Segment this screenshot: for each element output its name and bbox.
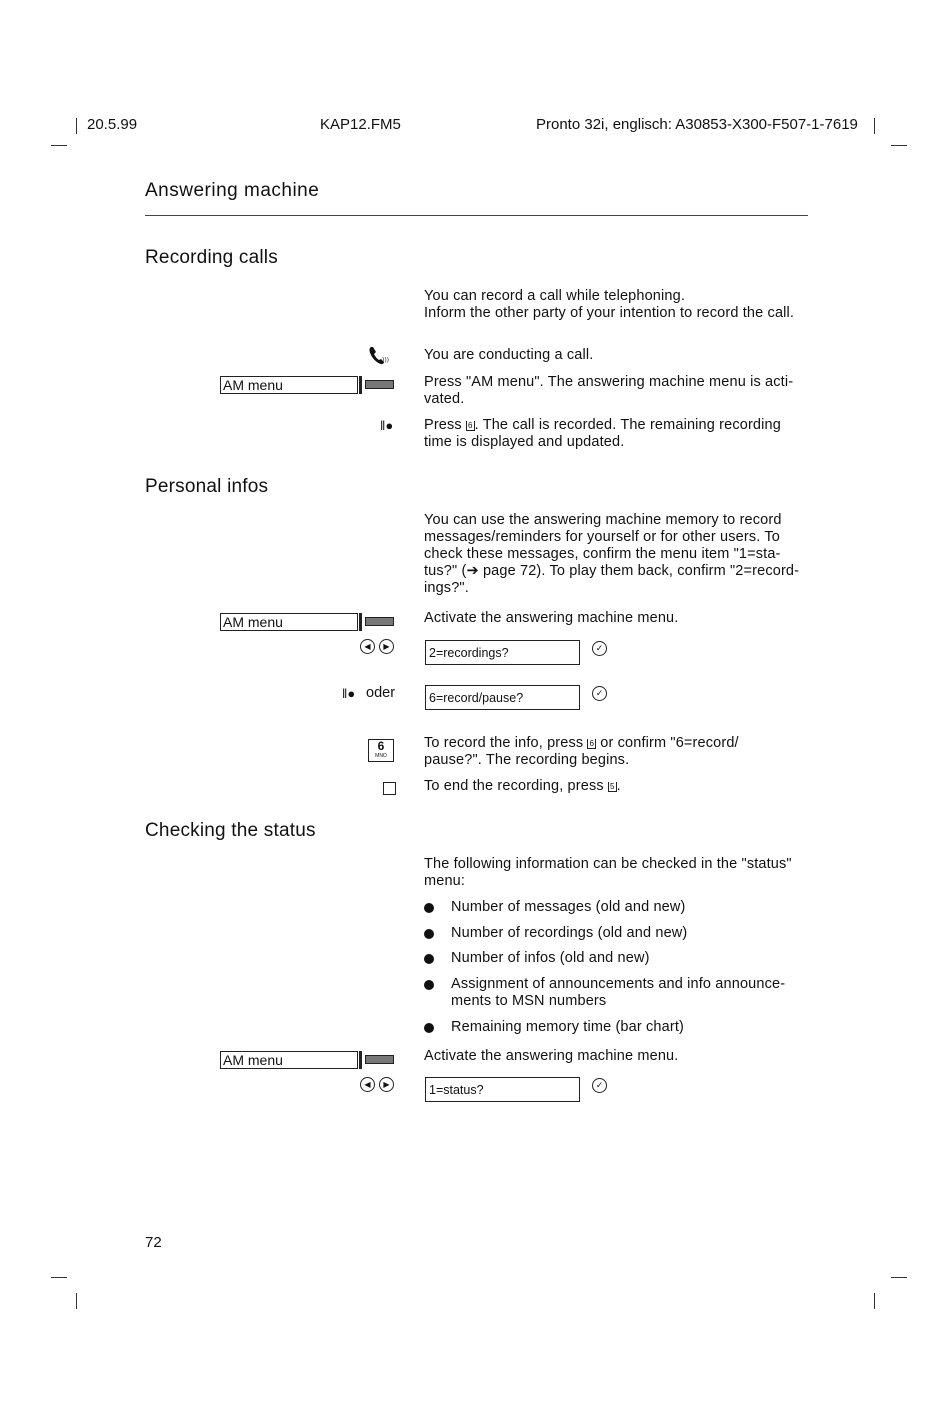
- recording-step-press-am-menu: Press "AM menu". The answering machine menu is acti- vated.: [424, 374, 794, 407]
- activate-am-menu-text: Activate the answering machine menu.: [424, 610, 679, 626]
- phone-handset-icon: [368, 345, 390, 367]
- display-record-pause: 6=record/pause?: [425, 685, 580, 710]
- am-menu-softkey-label[interactable]: AM menu: [220, 1051, 358, 1069]
- ok-confirm-icon[interactable]: ✓: [592, 641, 607, 656]
- bullet-dot: [424, 1023, 434, 1033]
- recording-step-conducting: You are conducting a call.: [424, 347, 594, 363]
- end-recording-text: To end the recording, press 5 .: [424, 778, 621, 794]
- arrow-left-icon[interactable]: ◀: [360, 639, 375, 654]
- bullet-dot: [424, 929, 434, 939]
- record-pause-icon: ‖●: [380, 418, 394, 433]
- am-menu-softkey-label[interactable]: AM menu: [220, 613, 358, 631]
- title-rule: [145, 215, 808, 216]
- stop-square-icon: [383, 782, 396, 795]
- crop-mark: [51, 1277, 67, 1278]
- list-item: Remaining memory time (bar chart): [451, 1019, 684, 1035]
- crop-mark: [874, 1293, 875, 1309]
- crop-mark: [76, 1293, 77, 1309]
- ok-confirm-icon[interactable]: ✓: [592, 1078, 607, 1093]
- bullet-dot: [424, 903, 434, 913]
- svg-text:))): ))): [382, 357, 390, 364]
- list-item: Assignment of announcements and info announce-: [451, 976, 786, 992]
- crop-mark: [76, 118, 77, 134]
- record-pause-icon: ‖●: [342, 686, 356, 701]
- am-menu-softkey-label[interactable]: AM menu: [220, 376, 358, 394]
- header-file: KAP12.FM5: [320, 116, 401, 133]
- page-number: 72: [145, 1234, 162, 1251]
- personal-infos-intro: You can use the answering machine memory to record messages/reminders for yourself or for other users. To check these messages, confirm the menu item "1=sta- tus?" (➔ page 72). To play them back, confirm "2=record- ings?".: [424, 512, 800, 596]
- ok-confirm-icon[interactable]: ✓: [592, 686, 607, 701]
- crop-mark: [874, 118, 875, 134]
- key-5-icon: 5: [609, 782, 615, 791]
- arrow-left-icon[interactable]: ◀: [360, 1077, 375, 1092]
- crop-mark: [891, 1277, 907, 1278]
- arrow-right-icon[interactable]: ▶: [379, 639, 394, 654]
- display-status: 1=status?: [425, 1077, 580, 1102]
- crop-mark: [891, 145, 907, 146]
- oder-label: oder: [366, 685, 396, 701]
- arrow-right-icon[interactable]: ▶: [379, 1077, 394, 1092]
- list-item: Number of messages (old and new): [451, 899, 686, 915]
- recording-intro: You can record a call while telephoning. Inform the other party of your intention to record the call.: [424, 288, 795, 321]
- chapter-title: Answering machine: [145, 180, 320, 201]
- crop-mark: [51, 145, 67, 146]
- list-item: Number of recordings (old and new): [451, 925, 688, 941]
- header-doc-ref: Pronto 32i, englisch: A30853-X300-F507-1-7619: [536, 116, 858, 133]
- display-recordings: 2=recordings?: [425, 640, 580, 665]
- record-info-text: To record the info, press 6 or confirm "6=record/ pause?". The recording begins.: [424, 735, 739, 768]
- section-heading-recording-calls: Recording calls: [145, 247, 278, 268]
- key-6-icon[interactable]: 6 MNO: [368, 739, 394, 762]
- section-heading-checking-status: Checking the status: [145, 820, 316, 841]
- section-heading-personal-infos: Personal infos: [145, 476, 269, 497]
- bullet-dot: [424, 954, 434, 964]
- bullet-dot: [424, 980, 434, 990]
- header-date: 20.5.99: [87, 116, 138, 133]
- key-6-icon: 6: [589, 739, 595, 748]
- key-6-icon: 6: [468, 421, 473, 430]
- list-item-continuation: ments to MSN numbers: [451, 993, 607, 1009]
- list-item: Number of infos (old and new): [451, 950, 650, 966]
- recording-step-press-record: Press 6 . The call is recorded. The remaining recording time is displayed and updated.: [424, 417, 781, 450]
- status-intro: The following information can be checked in the "status" menu:: [424, 856, 792, 889]
- activate-am-menu-text: Activate the answering machine menu.: [424, 1048, 679, 1064]
